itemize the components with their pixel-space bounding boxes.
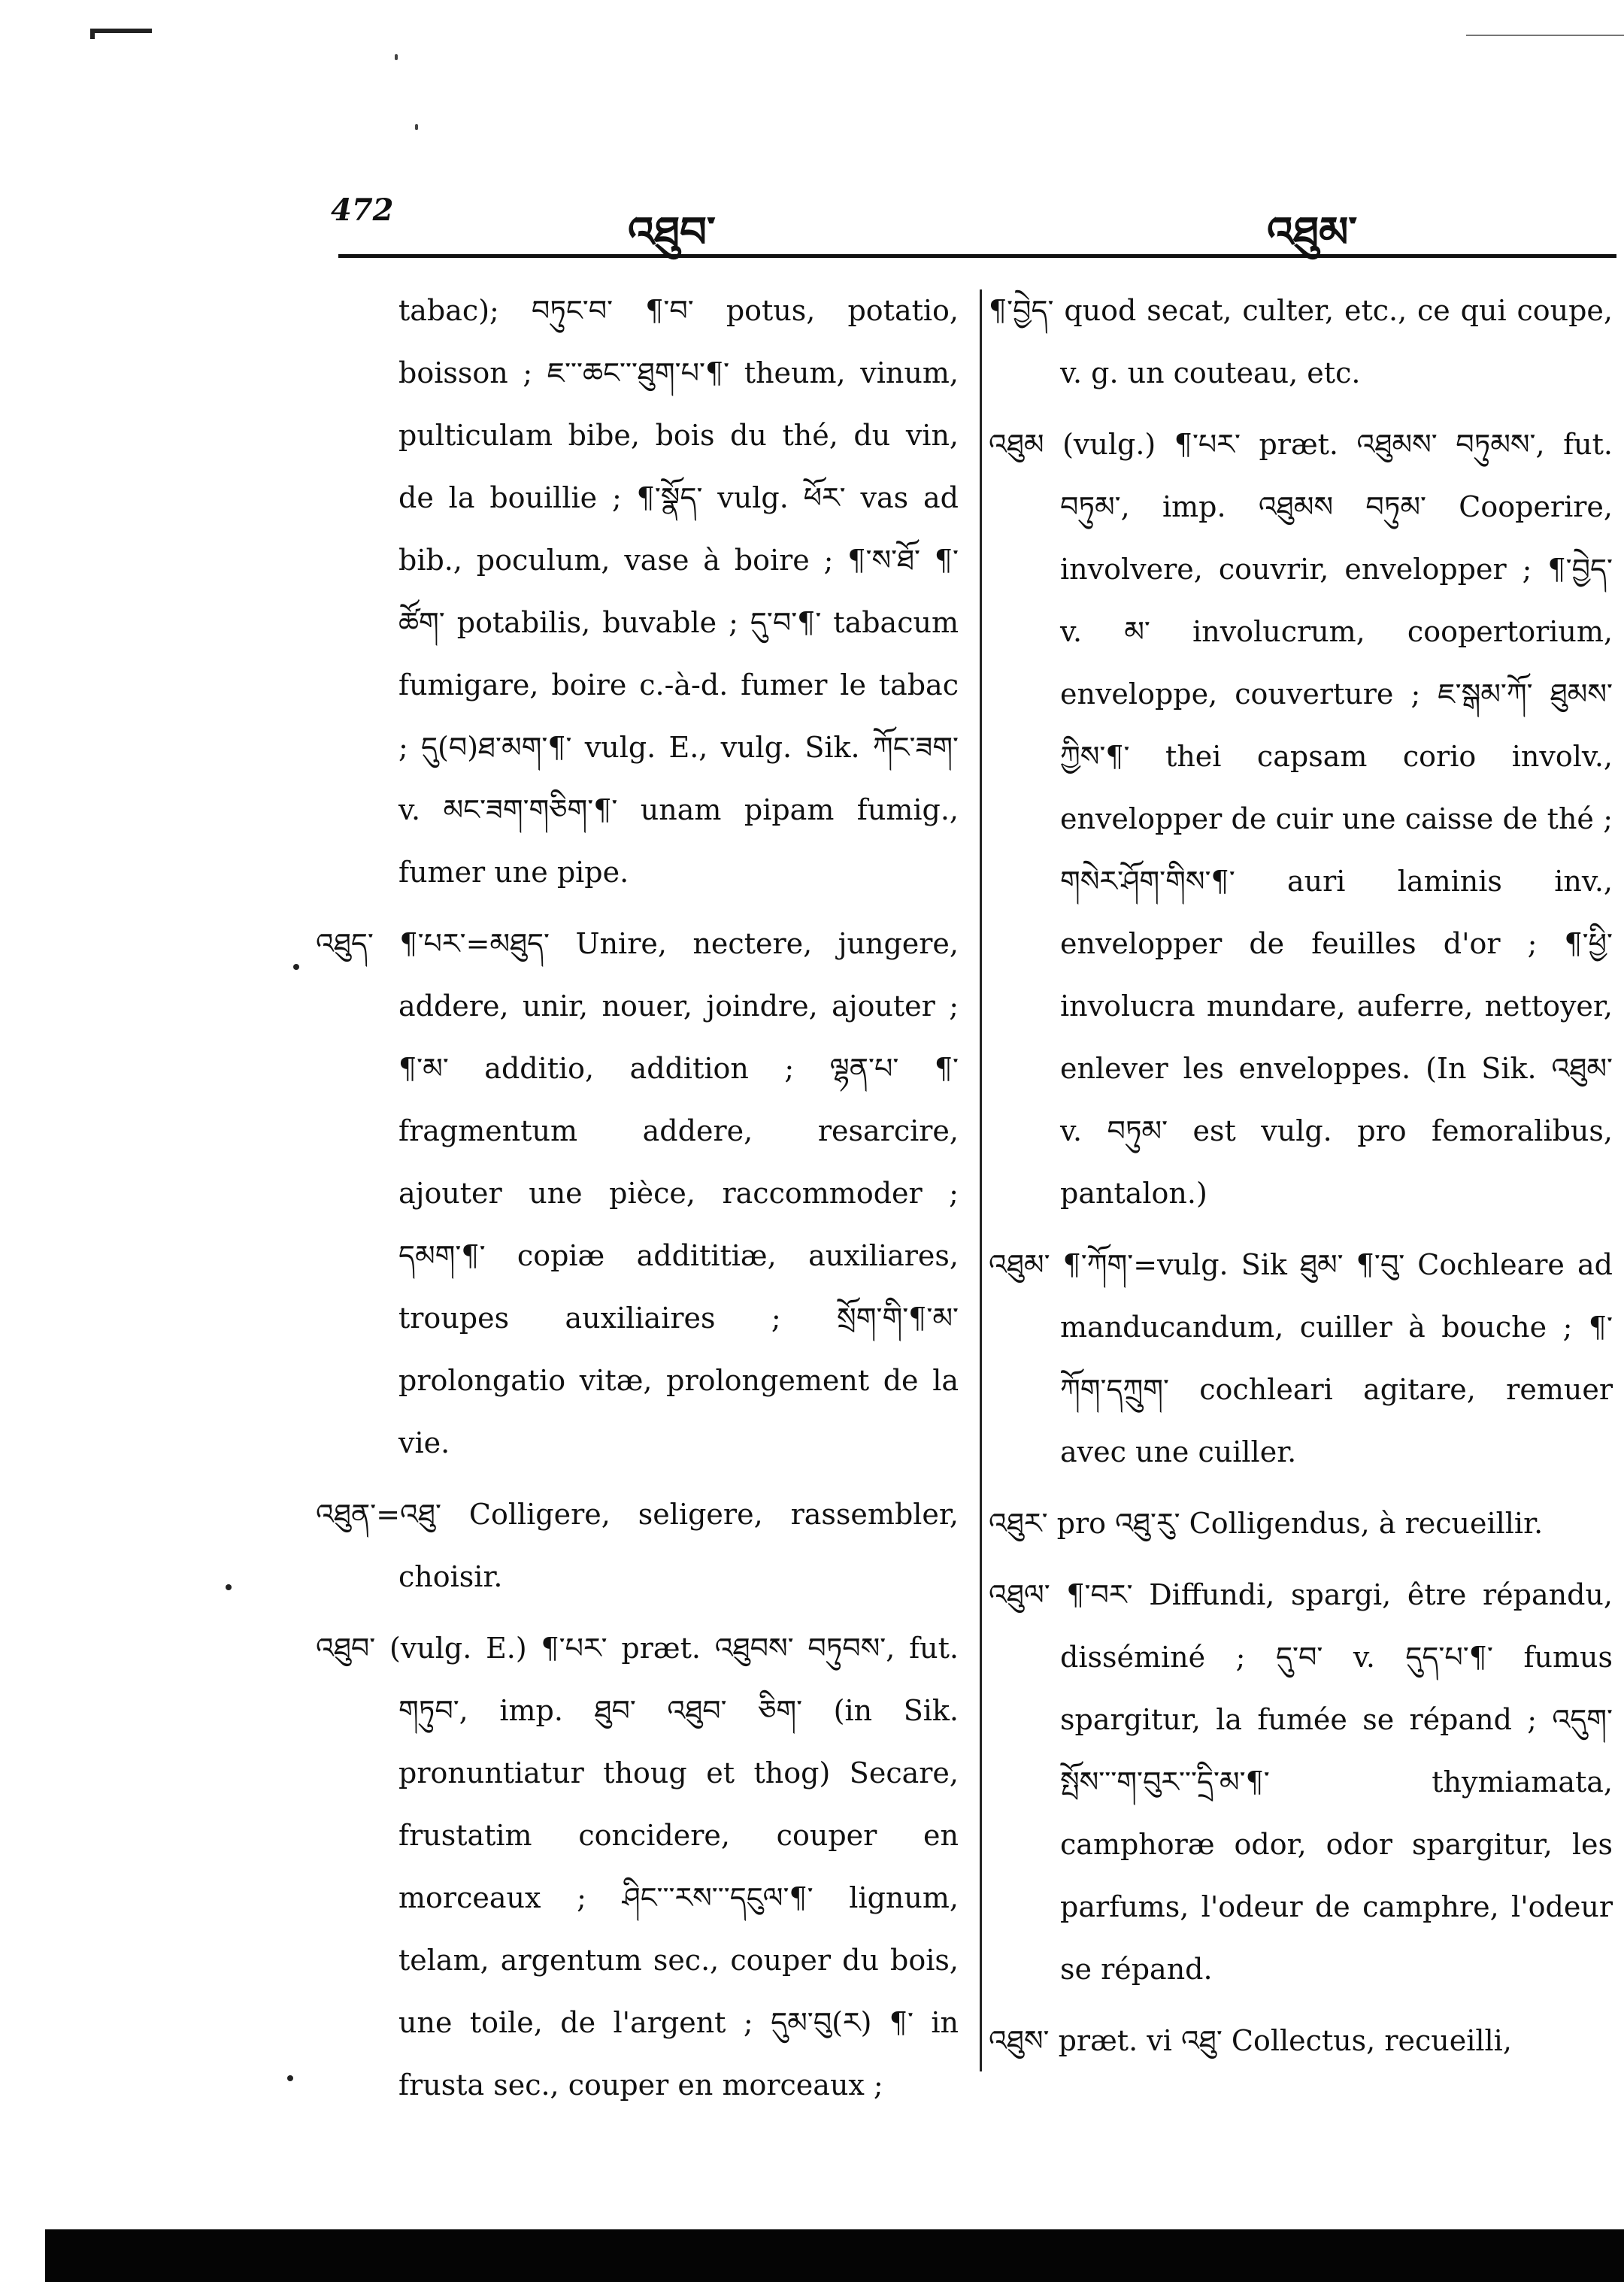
- page-header: [331, 180, 1594, 256]
- dictionary-entry: ¶་བྱེད་ quod secat, culter, etc., ce qui coupe, v. g. un couteau, etc.: [989, 294, 1613, 389]
- dictionary-entry: འཐུན་=འཐུ་ Colligere, seligere, rassembler, choisir.: [316, 1498, 959, 1593]
- margin-dot: [226, 1584, 232, 1590]
- margin-dot: [293, 964, 299, 970]
- dictionary-entry: tabac); བཏུང་བ་ ¶་བ་ potus, potatio, boisson ; ཇ་་་ཆང་་་ཐུག་པ་¶་ theum, vinum, pulticulam bibe, bois du thé, du vin, de la bouillie ; ¶་སྣོད་ vulg. ཕོར་ vas ad bib., poculum, vase à boire ; ¶་ས་ཐོ་ ¶་ཚོག་ potabilis, buvable ; དུ་བ་¶་ tabacum fumigare, boire c.-à-d. fumer le tabac ; དུ(བ)ཐ་མག་¶་ vulg. E., vulg. Sik. ཀོང་ཟག་ v. མང་ཟག་གཅིག་¶་ unam pipam fumig., fumer une pipe.: [398, 294, 959, 889]
- corner-crop-mark: [90, 29, 152, 39]
- column-divider: [980, 289, 982, 2071]
- speck-mark: [415, 124, 418, 130]
- running-head-left: འཐུབ་: [628, 208, 716, 257]
- dictionary-entry: འཐུས་ præt. vi འཐུ་ Collectus, recueilli,: [989, 2024, 1512, 2057]
- header-rule: [338, 254, 1616, 258]
- scan-bottom-band: [45, 2229, 1624, 2282]
- margin-dot: [287, 2075, 293, 2081]
- speck-mark: [395, 54, 398, 60]
- dictionary-entry: འཐུལ་ ¶་བར་ Diffundi, spargi, être répandu, disséminé ; དུ་བ་ v. དུད་པ་¶་ fumus spargitur, la fumée se répand ; འདུག་སྤོས་་་ག་བུར་་་དྲི་མ་¶་ thymiamata, camphoræ odor, odor spargitur, les parfums, l'odeur de camphre, l'odeur se répand.: [989, 1578, 1613, 1986]
- dictionary-entry: འཐུམ (vulg.) ¶་པར་ præt. འཐུམས་ བཏུམས་, fut. བཏུམ་, imp. འཐུམས བཏུམ་ Cooperire, involvere, couvrir, envelopper ; ¶་བྱེད་ v. མ་ involucrum, coopertorium, enveloppe, couverture ; ཇ་སྒམ་ཀོ་ ཐུམས་ཀྱིས་¶་ thei capsam corio involv., envelopper de cuir une caisse de thé ; གསེར་ཤོག་གིས་¶་ auri laminis inv., envelopper de feuilles d'or ; ¶་ཕྱི་ involucra mundare, auferre, nettoyer, enlever les enveloppes. (In Sik. འཐུམ་ v. བཏུམ་ est vulg. pro femoralibus, pantalon.): [989, 428, 1613, 1210]
- top-edge-line: [1466, 35, 1624, 36]
- dictionary-entry: འཐུབ་ (vulg. E.) ¶་པར་ præt. འཐུབས་ བཏུབས་, fut. གཏུབ་, imp. ཐུབ་ འཐུབ་ ཅིག་ (in Sik. pronuntiatur thoug et thog) Secare, frustatim concidere, couper en morceaux ; ཤིང་་་རས་་་དངུལ་¶་ lignum, telam, argentum sec., couper du bois, une toile, de l'argent ; དུམ་བུ(ར) ¶་ in frusta sec., couper en morceaux ;: [316, 1632, 959, 2102]
- page-number: 472: [331, 192, 394, 228]
- running-head-right: འཐུམ་: [1267, 208, 1358, 257]
- dictionary-entry: འཐུམ་ ¶་ཀོག་=vulg. Sik ཐུམ་ ¶་བུ་ Cochleare ad manducandum, cuiller à bouche ; ¶་ཀོག་དཀྲུག་ cochleari agitare, remuer avec une cuiller.: [989, 1248, 1613, 1468]
- dictionary-entry: འཐུད་ ¶་པར་=མཐུད་ Unire, nectere, jungere, addere, unir, nouer, joindre, ajouter ; ¶་མ་ additio, addition ; ལྷན་པ་ ¶་ fragmentum addere, resarcire, ajouter une pièce, raccommoder ; དམག་¶་ copiæ addititiæ, auxiliares, troupes auxiliaires ; སྲོག་གི་¶་མ་ prolongatio vitæ, prolongement de la vie.: [316, 927, 959, 1459]
- right-column: [989, 280, 1613, 2081]
- left-column: [316, 280, 959, 2126]
- dictionary-entry: འཐུར་ pro འཐུ་རུ་ Colligendus, à recueillir.: [989, 1507, 1544, 1540]
